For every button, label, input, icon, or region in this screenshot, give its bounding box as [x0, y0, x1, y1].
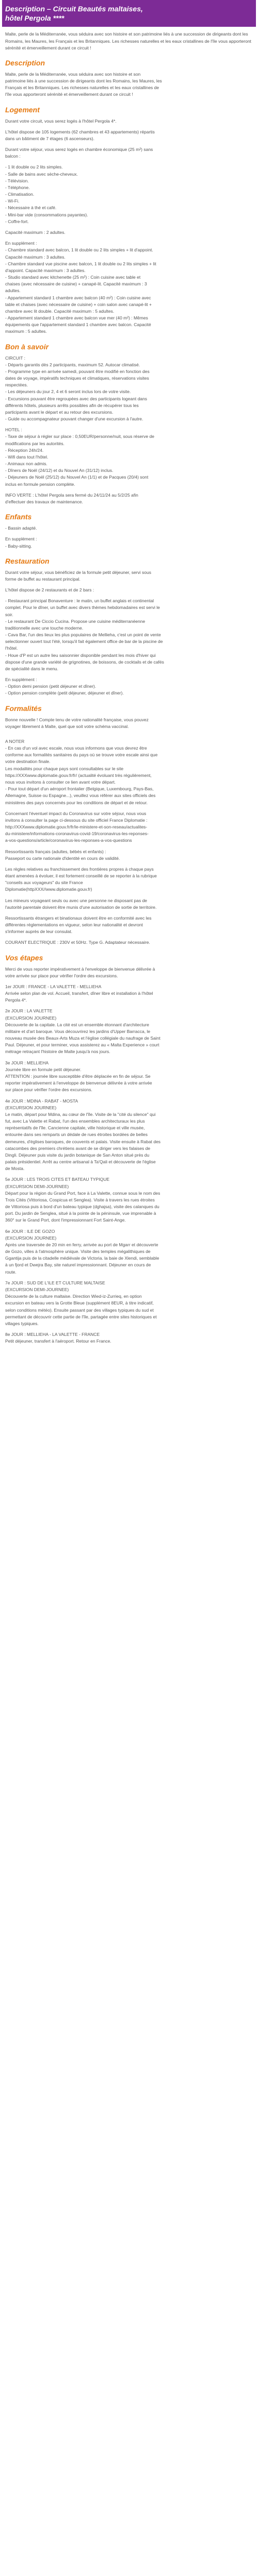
section-body: [5, 569, 253, 697]
text-line: [5, 236, 253, 240]
text-line: métrage retraçant l'histoire de Malte jusqu'à nos jours.: [5, 1049, 110, 1055]
text-line: (EXCURSION JOURNEE): [5, 1105, 57, 1110]
text-line: (EXCURSION DEMI-JOURNEE): [5, 1183, 69, 1189]
text-line: - Guide ou accompagnateur pouvant changer d'une excursion à l'autre.: [5, 416, 143, 422]
text-line: Les mineurs voyageant seuls ou avec une personne ne disposant pas de: [5, 897, 148, 903]
text-line: - Houe d'P est un autre lieu saisonnier disponible pendant les mois d'hiver qui: [5, 652, 156, 658]
text-line: voyager librement à Malte, quel que soit votre schéma vaccinal.: [5, 723, 129, 729]
text-line: nouveau musée des Beaux-Arts Muza et l'église collégiale du naufrage de Saint: [5, 1036, 160, 1041]
text-line: [5, 979, 253, 984]
text-line: [5, 734, 253, 738]
text-line: - Dîners de Noël (24/12) et du Nouvel An (31/12) inclus.: [5, 468, 114, 473]
text-line: 7e JOUR : SUD DE L'ILE ET CULTURE MALTAISE: [5, 1280, 105, 1285]
section-body: [5, 355, 253, 506]
text-line: [5, 893, 253, 897]
text-line: [5, 1094, 253, 1098]
section-heading: Formalités: [5, 704, 42, 713]
text-line: [5, 806, 253, 810]
text-line: d'appoint. Capacité maximum : 3 adultes.: [5, 267, 86, 273]
section-body: [5, 966, 253, 1345]
text-line: Après une traversée de 20 min en ferry, arrivée au port de Mgarr et découverte: [5, 1242, 158, 1247]
text-line: l'île vous apporteront sérénité et émerveillement durant ce circuit !: [5, 92, 133, 97]
text-line: conforme aux formalités sanitaires du pays où se trouve votre escale ainsi que: [5, 752, 158, 758]
text-line: (EXCURSION JOURNEE): [5, 1235, 57, 1241]
text-line: En supplément :: [5, 536, 37, 542]
text-line: Découverte de la capitale. La cité est un ensemble étonnant d'architecture: [5, 1022, 149, 1027]
text-line: route.: [5, 1269, 17, 1275]
text-line: COURANT ELECTRIQUE : 230V et 50Hz. Type G. Adaptateur nécessaire.: [5, 940, 150, 945]
text-line: participants avant le départ et au retour des excursions.: [5, 409, 114, 415]
text-line: Capacité maximum : 2 adultes.: [5, 229, 66, 235]
text-line: Durant votre séjour, vous bénéficiez de la formule petit déjeuner, servi sous: [5, 569, 152, 575]
text-line: invitons à consulter la page ci-dessous du site officiel France Diplomatie :: [5, 817, 148, 823]
text-line: dates de voyage, impératifs techniques et climatiques, réservations visites: [5, 376, 149, 381]
text-line: [5, 1224, 253, 1228]
text-line: - Baby-sitting.: [5, 543, 32, 549]
text-line: [5, 142, 253, 146]
section-body: [5, 118, 253, 335]
text-line: - Salle de bains avec sèche-cheveux.: [5, 171, 78, 177]
text-line: à un fjord et Dwejra Bay, site naturel impressionnant. Déjeuner en cours de: [5, 1262, 151, 1268]
text-line: 1er JOUR : FRANCE - LA VALETTE - MELLIEHA: [5, 984, 102, 989]
text-line: de spécialité dans le menu.: [5, 666, 59, 671]
section-4: [5, 557, 253, 697]
text-line: [5, 422, 253, 427]
text-line: - 1 lit double ou 2 lits simples.: [5, 164, 63, 170]
text-line: - Téléphone.: [5, 184, 30, 190]
text-line: catacombes des premiers chrétiens avant de se diriger vers les falaises de: [5, 1145, 151, 1151]
section-0: [5, 59, 253, 98]
text-line: - Programme type en arrivée samedi, pouvant être modifié en fonction des: [5, 368, 150, 374]
text-line: - Nécessaire à thé et café.: [5, 205, 57, 211]
text-line: Durant votre séjour, vous serez logés en chambre économique (25 m²) sans: [5, 147, 153, 152]
text-line: chambre avec lit double. Capacité maximum : 5 adultes.: [5, 308, 115, 314]
page-title-line-1: Description – Circuit Beautés maltaises,: [5, 5, 143, 13]
text-line: Départ pour la région du Grand Port, face à La Valette, connue sous le nom des: [5, 1190, 160, 1196]
text-line: 360° sur le Grand Port, dont l'impressionnant Fort Saint-Ange.: [5, 1217, 126, 1223]
text-line: - Départs garantis dès 2 participants, maximum 52. Autocar climatisé.: [5, 362, 140, 367]
section-heading: Restauration: [5, 556, 50, 565]
text-line: A NOTER: [5, 738, 25, 744]
text-line: - Climatisation.: [5, 192, 35, 197]
text-line: - Télévision.: [5, 178, 29, 183]
text-line: - Chambre standard vue piscine avec balcon, 1 lit double ou 2 lits simples + lit: [5, 261, 156, 266]
text-line: Passeport ou carte nationale d'identité en cours de validité.: [5, 855, 120, 861]
text-line: - Les déjeuners du jour 2, 4 et 6 seront inclus lors de votre visite.: [5, 389, 131, 395]
text-line: Diplomatie(httpXXX//www.diplomatie.gouv.fr): [5, 887, 92, 892]
text-line: Bonne nouvelle ! Compte tenu de votre nationalité française, vous pouvez: [5, 717, 149, 722]
text-line: Arrivée selon plan de vol. Accueil, transfert, dîner libre et installation à l'hôtel: [5, 991, 153, 996]
text-line: Dingli. Déjeuner puis visite du jardin botanique de San Anton situé près du: [5, 1152, 150, 1158]
text-line: - En cas d'un vol avec escale, nous vous informons que vous devrez être: [5, 745, 147, 751]
text-line: Petit déjeuner, transfert à l'aéroport. Retour en France.: [5, 1338, 111, 1344]
text-line: ministères des pays concernés pour les conditions de départ et de retour.: [5, 800, 148, 805]
text-line: - Réception 24h/24.: [5, 447, 44, 453]
text-line: nous vous invitons à consulter ce lien avant votre départ.: [5, 779, 116, 785]
text-line: - Bassin adapté.: [5, 526, 37, 531]
text-line: Découverte de la culture maltaise. Direction Wied-iz-Zurrieq, en option: [5, 1294, 142, 1299]
text-line: Ressortissants étrangers et binationaux doivent être en conformité avec les: [5, 915, 152, 921]
text-line: militaire et d'art baroque. Vous découvrirez les jardins d'Upper Barracca, le: [5, 1028, 151, 1034]
section-2: [5, 343, 253, 506]
text-line: "conseils aux voyageurs" du site France: [5, 880, 83, 886]
text-line: [5, 125, 253, 129]
text-line: Les modalités pour chaque pays sont consultables sur le site: [5, 766, 124, 771]
text-line: 4e JOUR : MDINA - RABAT - MOSTA: [5, 1098, 78, 1104]
text-line: permettant de découvrir cette partie de l'île, partagée entre sites historiques et: [5, 1314, 157, 1319]
text-line: - Option demi pension (petit déjeuner et dîner).: [5, 684, 96, 689]
text-line: 6e JOUR : ILE DE GOZO: [5, 1228, 55, 1234]
text-line: INFO VERTE : L'hôtel Pergola sera fermé du 24/11/24 au 5/2/25 afin: [5, 492, 138, 498]
section-heading: Logement: [5, 105, 40, 114]
text-line: soir.: [5, 612, 13, 617]
text-line: excursion en bateau vers la Grotte Bleue (supplément 8EUR, à titre indicatif,: [5, 1300, 154, 1306]
section-body: [5, 717, 253, 946]
text-line: - Appartement standard 1 chambre avec balcon vue mer (40 m²) : Mêmes: [5, 315, 148, 321]
text-line: patrimoine liés à une succession de dirigeants dont les Romains, les Maures, les: [5, 78, 162, 84]
text-line: forme de buffet au restaurant principal.: [5, 576, 80, 582]
text-line: - Chambre standard avec balcon, 1 lit double ou 2 lits simples + lit d'appoint.: [5, 247, 153, 253]
text-line: http://XXXwww.diplomatie.gouv.fr/fr/le-ministere-et-son-reseau/actualites-: [5, 824, 148, 830]
text-line: inclus en formule pension complète.: [5, 481, 75, 487]
text-line: - Excursions pouvant être regroupées avec des participants logeant dans: [5, 396, 147, 401]
text-line: [5, 532, 253, 536]
text-line: [5, 844, 253, 849]
page-title: [5, 4, 253, 23]
text-line: Durant votre circuit, vous serez logés à l'hôtel Pergola 4*.: [5, 118, 117, 124]
text-line: votre arrivée sur place pour vérifier l'ordre des excursions.: [5, 973, 118, 978]
text-line: - Appartement standard 1 chambre avec balcon (40 m²) : Coin cuisine avec: [5, 295, 151, 300]
text-line: Paul. Déjeuner, et pour terminer, vous assisterez au « Malta Experience » court: [5, 1042, 159, 1048]
text-line: [5, 862, 253, 866]
text-line: Trois Cités (Vittoriosa, Cospicua et Senglea). Visite à travers les rues étroites: [5, 1197, 155, 1202]
text-line: [5, 1327, 253, 1331]
text-line: Journée libre en formule petit déjeuner.: [5, 1066, 82, 1072]
text-line: ATTENTION : journée libre susceptible d'être déplacée en fin de séjour. Se: [5, 1074, 151, 1079]
text-line: [5, 583, 253, 587]
text-line: [5, 1276, 253, 1280]
text-line: Malte, perle de la Méditerranée, vous séduira avec son histoire et son: [5, 71, 141, 77]
text-line: 5e JOUR : LES TROIS CITES ET BATEAU TYPIQUE: [5, 1177, 110, 1182]
text-line: [5, 730, 253, 734]
text-line: 3e JOUR : MELLIEHA: [5, 1060, 49, 1065]
text-line: Merci de vous reporter impérativement à l'enveloppe de bienvenue délivrée à: [5, 966, 155, 972]
text-line: Ressortissants français (adultes, bébés et enfants) :: [5, 849, 106, 854]
text-line: HOTEL :: [5, 427, 22, 433]
text-line: - Option pension complète (petit déjeuner, déjeuner et dîner).: [5, 690, 124, 696]
text-line: https://XXXwww.diplomatie.gouv.fr/fr/ (actualité évoluant très régulièrement,: [5, 772, 152, 778]
content: [2, 31, 256, 1345]
page-title-line-2: hôtel Pergola ****: [5, 14, 64, 23]
text-line: - Animaux non admis.: [5, 461, 47, 467]
text-line: s'informer auprès de leur consulat.: [5, 929, 73, 935]
text-line: Français et les Britanniques. Les richesses naturelles et les eaux cristallines de: [5, 85, 159, 91]
text-line: fut, avec La Valette et Rabat, l'un des ensembles architecturaux les plus: [5, 1118, 145, 1124]
section-body: [5, 71, 253, 98]
text-line: étant amenées à évoluer, il est fortement conseillé de se reporter à la rubrique: [5, 873, 157, 879]
text-line: adultes.: [5, 288, 21, 294]
text-line: - Pour tout départ d'un aéroport frontalier (Belgique, Luxembourg, Pays-Bas,: [5, 786, 154, 792]
text-line: 8e JOUR : MELLIEHA - LA VALETTE - FRANCE: [5, 1332, 100, 1337]
text-line: votre destination finale.: [5, 759, 51, 765]
text-line: - Déjeuners de Noël (25/12) du Nouvel An (1/1) et de Pacques (20/4) sont: [5, 474, 149, 480]
text-line: a-vos-questions/article/coronavirus-les-reponses-a-vos-questions: [5, 838, 132, 843]
text-line: chaises (avec nécessaire de cuisine) + canapé-lit. Capacité maximum : 3: [5, 281, 147, 287]
section-heading: Bon à savoir: [5, 342, 49, 351]
text-line: [5, 1004, 253, 1008]
text-line: du-ministere/informations-coronavirus-covid-19/coronavirus-les-reponses-: [5, 831, 149, 837]
text-line: différents hôtels, plusieurs arrêts possibles afin de récupérer tous les: [5, 402, 139, 408]
text-line: dans un bâtiment de 7 étages (6 ascenseurs).: [5, 135, 94, 141]
text-line: traditionnelle avec une touche moderne.: [5, 625, 84, 631]
text-line: [5, 225, 253, 229]
text-line: palais présidentiel. Arrêt au centre artisanal à Ta'Qali et découverte de l'église: [5, 1159, 156, 1165]
page-title-banner: [2, 0, 256, 27]
text-line: - Le restaurant De Ciccio Cucina. Propose une cuisine méditerranéenne: [5, 618, 146, 624]
section-heading: Description: [5, 58, 45, 67]
text-line: [5, 160, 253, 164]
section-3: [5, 513, 253, 550]
text-line: [5, 488, 253, 492]
text-line: [5, 672, 253, 676]
text-line: [5, 911, 253, 915]
text-line: reporter impérativement à l'enveloppe de bienvenue délivrée à votre arrivée: [5, 1080, 152, 1086]
text-line: 2e JOUR : LA VALETTE: [5, 1008, 53, 1014]
text-line: - Taxe de séjour à régler sur place : 0,50EUR/personne/nuit, sous réserve de: [5, 434, 154, 439]
text-line: (EXCURSION DEMI-JOURNEE): [5, 1286, 69, 1292]
text-line: - Coffre-fort.: [5, 218, 29, 224]
text-line: d'effectuer des travaux de maintenance.: [5, 499, 83, 504]
text-line: de Gozo, villes à l'atmosphère unique. Visite des temples mégalithiques de: [5, 1249, 151, 1255]
text-line: CIRCUIT :: [5, 355, 26, 361]
text-line: [5, 1056, 253, 1060]
text-line: Capacité maximum : 3 adultes.: [5, 254, 66, 260]
text-line: équipements que l'appartement standard 1 chambre avec balcon. Capacité: [5, 322, 151, 328]
text-line: représentatifs de l'île. Cancienne capitale, ville historique et ville musée,: [5, 1125, 145, 1131]
text-line: L'hôtel dispose de 105 logements (62 chambres et 43 appartements) répartis: [5, 129, 155, 134]
text-line: modifications par les autorités.: [5, 440, 64, 446]
sections-container: [5, 59, 253, 1345]
text-line: Pergola 4*.: [5, 997, 27, 1003]
text-line: [5, 594, 253, 598]
text-line: selectionner ouvert tout l'été, lorsqu'il fait également office de bar de la piscine de: [5, 639, 163, 645]
text-line: Ggantija puis de la citadelle médiévale de Victoria. la baie de Xlendi, semblable: [5, 1256, 159, 1261]
section-1: [5, 106, 253, 335]
text-line: - Cava Bar, l'un des lieux les plus populaires de Mellieha, c'est un point de vente: [5, 632, 161, 638]
text-line: [5, 1172, 253, 1176]
text-line: demeures, d'églises baroques, de couvents et palais. Visite ensuite à Rabat des: [5, 1139, 161, 1144]
text-line: - Restaurant principal Bonaventure : le matin, un buffet anglais et continental: [5, 598, 154, 604]
text-line: de Vittoriosa puis à bord d'un bateau typique (dghajsa), visite des calanques du: [5, 1204, 159, 1210]
text-line: port. Du jardin de Senglea, situé à la pointe de la péninsule, vue imprenable à: [5, 1211, 156, 1216]
text-line: l'hôtel.: [5, 646, 18, 651]
text-line: [5, 935, 253, 939]
text-line: - Wifi dans tout l'hôtel.: [5, 454, 49, 460]
text-line: En supplément :: [5, 241, 37, 246]
text-line: table et chaises (avec nécessaire de cuisine) + coin salon avec canapé-lit +: [5, 301, 152, 307]
text-line: - Wi-Fi.: [5, 198, 20, 204]
text-line: L'hôtel dispose de 2 restaurants et de 2 bars :: [5, 587, 94, 593]
text-line: Les règles relatives au franchissement des frontières propres à chaque pays: [5, 866, 154, 872]
section-heading: Vos étapes: [5, 953, 43, 962]
section-6: [5, 954, 253, 1345]
intro-paragraph: Malte, perle de la Méditerranée, vous séduira avec son histoire et son patrimoine liés à une succession de dirigeants dont les Romains, les Maures, les Français et les Britanniques. Les richesses naturelles et les eaux cristallines de l'île vous apporteront sérénité et émerveillement durant ce circuit !: [5, 31, 251, 50]
text-line: entourée dans ses remparts un dédale de rues étroites bordées de belles: [5, 1132, 148, 1138]
text-line: villages typiques.: [5, 1320, 39, 1326]
text-line: dispose d'une grande variété de grignotines, de boissons, de cocktails et de cafés: [5, 659, 164, 665]
text-line: selon conditions météo). Ensuite passant par des villages typiques du sud et: [5, 1307, 154, 1313]
text-line: - Studio standard avec kitchenette (25 m²) : Coin cuisine avec table et: [5, 275, 141, 280]
text-line: respectées.: [5, 382, 28, 388]
text-line: complet. Pour le dîner, un buffet avec divers thèmes hebdomadaires est servi le: [5, 605, 160, 611]
text-line: En supplément :: [5, 677, 37, 683]
section-heading: Enfants: [5, 513, 32, 521]
text-line: l'autorité parentale doivent être munis d'une autorisation de sortie de territoire.: [5, 904, 157, 910]
text-line: - Mini-bar vide (consommations payantes).: [5, 212, 88, 217]
text-line: différentes réglementations en vigueur, selon leur nationalité et devront: [5, 922, 143, 928]
text-line: Le matin, départ pour Mdina, au cœur de l'île. Visite de la "cité du silence" qui: [5, 1111, 156, 1117]
text-line: de Mosta.: [5, 1166, 25, 1172]
section-body: [5, 525, 253, 550]
text-line: Allemagne, Suisse ou Espagne...), veuillez vous référer aux sites officiels des: [5, 793, 156, 799]
text-line: maximum : 5 adultes.: [5, 329, 47, 334]
text-line: Concernant l'éventuel impact du Coronavirus sur votre séjour, nous vous: [5, 810, 147, 816]
text-line: balcon :: [5, 154, 21, 159]
text-line: (EXCURSION JOURNEE): [5, 1015, 57, 1021]
section-5: [5, 704, 253, 946]
text-line: sur place pour vérifier l'ordre des excursions.: [5, 1087, 92, 1093]
